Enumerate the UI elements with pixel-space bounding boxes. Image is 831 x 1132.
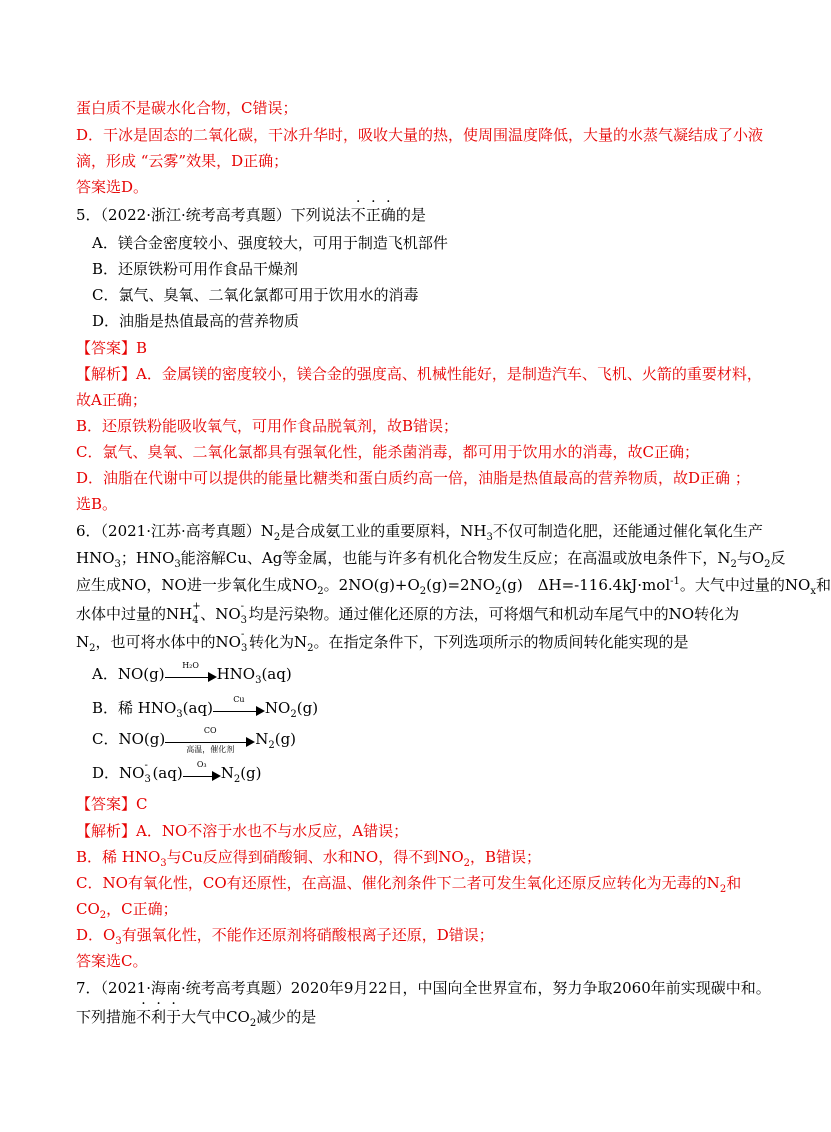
q5-explanation-3: B．还原铁粉能吸收氧气，可用作食品脱氧剂，故B错误； (76, 417, 459, 435)
q7-stem-line2: 下列措施不利于大气中$CO_2$减少的是 (76, 1008, 317, 1029)
q6-explanation-6: 答案选C。 (76, 952, 148, 970)
q5-option-b: B．还原铁粉可用作食品干燥剂 (92, 260, 299, 278)
q5-explanation-2: 故A正确； (76, 391, 147, 409)
q6-stem-line1: 6．（2021·江苏·高考真题）$N_2$是合成氨工业的重要原料，$NH_3$不仅可制造化肥，还能通过催化氧化生产 (76, 522, 763, 543)
q6-answer: 【答案】C (76, 795, 148, 813)
q6-explanation-1: 【解析】A．NO不溶于水也不与水反应，A错误； (76, 822, 409, 840)
reaction-arrow-icon: CO 高温，催化剂 (165, 732, 255, 748)
q6-option-a: A．NO(g) H₂O $HNO_3(aq)$ (92, 661, 292, 686)
q6-explanation-5: D．$O_3$有强氧化性，不能作还原剂将硝酸根离子还原，D错误； (76, 926, 494, 947)
q5-explanation-1: 【解析】A．金属镁的密度较小，镁合金的强度高、机械性能好，是制造汽车、飞机、火箭的重要材料， (76, 365, 762, 383)
q6-explanation-4: $CO_2$，C正确； (76, 900, 178, 921)
q6-explanation-2: B．稀 $HNO_3$与Cu反应得到硝酸铜、水和NO，得不到$NO_2$，B错误； (76, 848, 542, 869)
reaction-arrow-icon: Cu (213, 701, 265, 717)
reaction-arrow-icon: O₃ (183, 766, 221, 782)
q7-stem-line1: 7．（2021·海南·统考高考真题）2020年9月22日，中国向全世界宣布，努力争取2060年前实现碳中和。 (76, 979, 771, 997)
q5-explanation-5: D．油脂在代谢中可以提供的能量比糖类和蛋白质约高一倍，油脂是热值最高的营养物质，故D正确 ； (76, 469, 750, 487)
prev-d-line2: 滴，形成 “云雾”效果，D正确； (76, 152, 289, 170)
q5-option-c: C．氯气、臭氧、二氧化氯都可用于饮用水的消毒 (92, 286, 419, 304)
prev-d-line1: D．干冰是固态的二氧化碳，干冰升华时，吸收大量的热，使周围温度降低，大量的水蒸气凝结成了小液 (76, 126, 764, 144)
reaction-arrow-icon: H₂O (165, 667, 217, 683)
q5-answer: 【答案】B (76, 339, 148, 357)
q5-stem: 5．（2022·浙江·统考高考真题）下列说法不正确的是 (76, 206, 426, 224)
q6-stem-line5: $N_2$，也可将水体中的NO - 3 转化为$N_2$。在指定条件下，下列选项所示的物质间转化能实现的是 (76, 629, 689, 654)
q6-stem-line2: $HNO_3$；$HNO_3$能溶解Cu、Ag等金属，也能与许多有机化合物发生反应；在高温或放电条件下，$N_2$与$O_2$反 (76, 549, 786, 570)
q6-option-c: C．NO(g) CO 高温，催化剂 $N_2(g)$ (92, 726, 297, 754)
prev-c-line: 蛋白质不是碳水化合物，C错误； (76, 99, 298, 117)
q6-option-b: B．稀 $HNO_3(aq)$ Cu $NO_2(g)$ (92, 695, 319, 720)
q5-option-a: A．镁合金密度较小、强度较大，可用于制造飞机部件 (92, 234, 448, 252)
q5-option-d: D．油脂是热值最高的营养物质 (92, 312, 300, 330)
q6-option-d: D．NO - 3 (aq) O₃ $N_2(g)$ (92, 760, 262, 785)
prev-answer: 答案选D。 (76, 178, 149, 196)
q6-stem-line3: 应生成NO，NO进一步氧化生成$NO_2$。$2NO(g)+O_2(g)=2NO_2(g)$ ΔH=-116.4kJ·mol$^{-1}$。大气中过量的$NO_x$和 (76, 576, 831, 597)
q5-explanation-4: C．氯气、臭氧、二氧化氯都具有强氧化性，能杀菌消毒，都可用于饮用水的消毒，故C正确； (76, 443, 699, 461)
q6-explanation-3: C．NO有氧化性，CO有还原性，在高温、催化剂条件下二者可发生氧化还原反应转化为无毒的$N_2$和 (76, 874, 742, 895)
q5-explanation-6: 选B。 (76, 495, 118, 513)
q6-stem-line4: 水体中过量的NH + 4 、NO - 3 均是污染物。通过催化还原的方法，可将烟气和机动车尾气中的NO转化为 (76, 601, 740, 626)
